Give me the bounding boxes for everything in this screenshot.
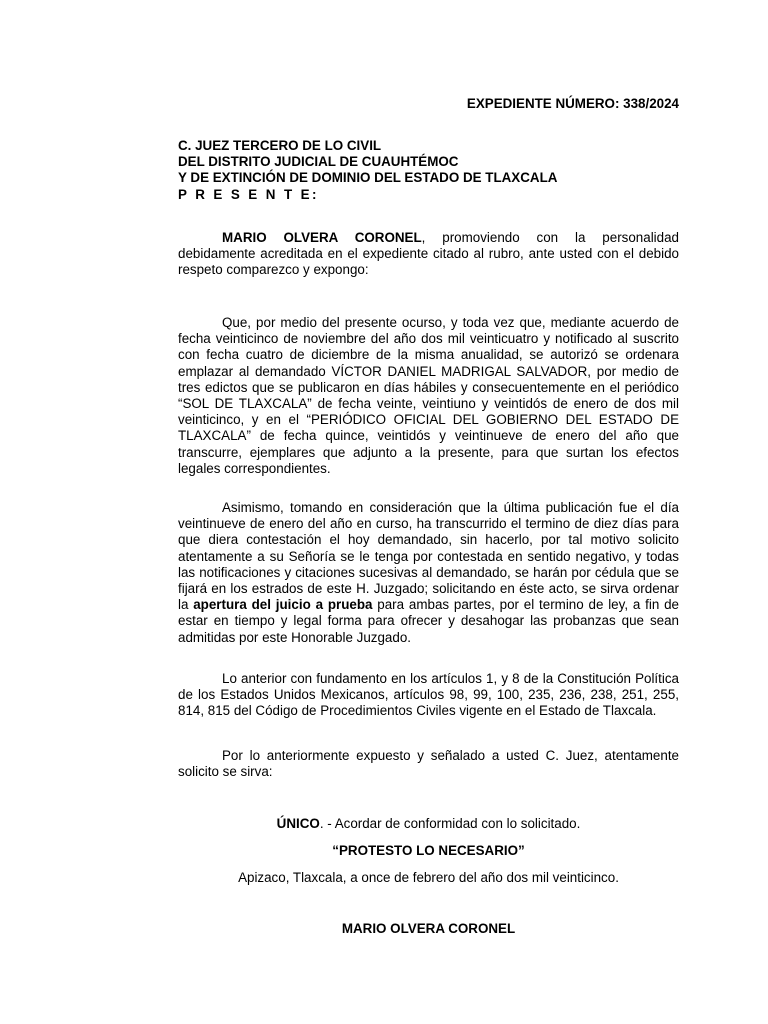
promovente-name: MARIO OLVERA CORONEL <box>222 230 422 245</box>
paragraph-legal-basis <box>178 671 679 720</box>
paragraph-edicts <box>178 315 679 477</box>
paragraph-request-bold: apertura del juicio a prueba <box>193 597 373 613</box>
paragraph-legal-basis-text: Lo anterior con fundamento en los artículos 1, y 8 de la Constitución Política de los Estados Unidos Mexicanos, artículos 98, 99, 100, 235, 236, 238, 251, 255, 814, 815 del Código de Procedimientos Civiles vigente en el Estado de Tlaxcala. <box>178 671 679 719</box>
paragraph-edicts-text: Que, por medio del presente ocurso, y toda vez que, mediante acuerdo de fecha veinticinco de noviembre del año dos mil veinticuatro y notificado al suscrito con fecha cuatro de diciembre de la misma anualidad, se autorizó se ordenara emplazar al demandado VÍCTOR DANIEL MADRIGAL SALVADOR, por medio de tres edictos que se publicaron en días hábiles y consecuentemente en el periódico “SOL DE TLAXCALA” de fecha veinte, veintiuno y veintidós de enero de dos mil veinticinco, y en el “PERIÓDICO OFICIAL DEL GOBIERNO DEL ESTADO DE TLAXCALA” de fecha quince, veintidós y veintinueve de enero del año que transcurre, ejemplares que adjunto a la presente, para que surtan los efectos legales correspondientes. <box>178 315 679 476</box>
addressee-line-state: Y DE EXTINCIÓN DE DOMINIO DEL ESTADO DE TLAXCALA <box>178 170 558 186</box>
addressee-line-district: DEL DISTRITO JUDICIAL DE CUAUHTÉMOC <box>178 154 459 170</box>
unico-label: ÚNICO <box>276 816 320 831</box>
addressee-presente: P R E S E N T E: <box>178 186 319 202</box>
signature-name: MARIO OLVERA CORONEL <box>341 921 516 936</box>
unico-text: . - Acordar de conformidad con lo solicitado. <box>319 816 581 831</box>
paragraph-request-text-before: Asimismo, tomando en consideración que la última publicación fue el día veintinueve de enero del año en curso, ha transcurrido el termino de diez días para que diera contestación el hoy demandado, sin hacerlo, por tal motivo solicito atentamente a su Señoría se le tenga por contestada en sentido negativo, y todas las notificaciones y citaciones sucesivas al demandado, se harán por cédula que se fijará en los estrados de este H. Juzgado; solicitando en éste acto, se sirva ordenar la <box>178 500 679 613</box>
paragraph-petition <box>178 748 679 780</box>
protesto-line: “PROTESTO LO NECESARIO” <box>332 843 525 858</box>
intro-paragraph <box>178 230 679 279</box>
addressee-line-judge: C. JUEZ TERCERO DE LO CIVIL <box>178 138 382 153</box>
unico-point <box>178 816 679 832</box>
intro-text: , promoviendo con la personalidad debidamente acreditada en el expediente citado al rubro, ante usted con el debido respeto comparezco y expongo: <box>178 230 679 278</box>
paragraph-request <box>178 500 679 646</box>
paragraph-request-text-after: para ambas partes, por el termino de ley, a fin de estar en tiempo y legal forma para ofrecer y desahogar las probanzas que sean admitidas por este Honorable Juzgado. <box>178 597 679 645</box>
place-date-line: Apizaco, Tlaxcala, a once de febrero del año dos mil veinticinco. <box>238 870 619 885</box>
addressee-block <box>178 138 557 203</box>
paragraph-petition-text: Por lo anteriormente expuesto y señalado a usted C. Juez, atentamente solicito se sirva: <box>178 748 679 780</box>
case-number: EXPEDIENTE NÚMERO: 338/2024 <box>466 96 679 111</box>
